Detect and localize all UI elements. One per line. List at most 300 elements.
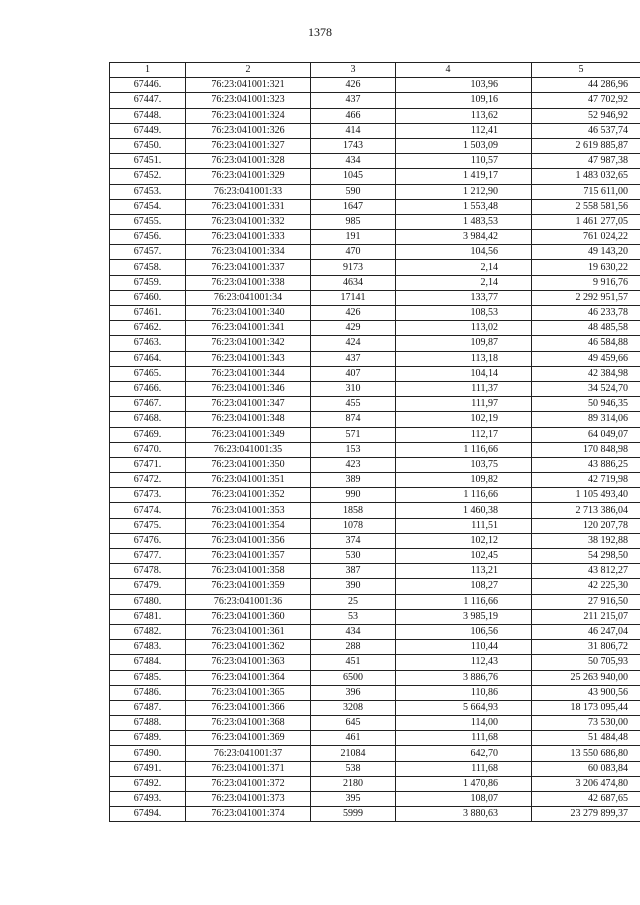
table-row <box>110 624 640 639</box>
table-row <box>110 594 640 609</box>
rate-cell: 109,87 <box>396 336 532 351</box>
table-row <box>110 685 640 700</box>
table-row <box>110 776 640 791</box>
cadastral-number-cell: 76:23:041001:347 <box>186 397 311 412</box>
row-number-cell: 67451. <box>110 154 186 169</box>
row-number-cell: 67461. <box>110 306 186 321</box>
row-number-cell: 67465. <box>110 366 186 381</box>
table-row <box>110 761 640 776</box>
area-cell: 530 <box>311 549 396 564</box>
cadastral-number-cell: 76:23:041001:360 <box>186 609 311 624</box>
rate-cell: 1 470,86 <box>396 776 532 791</box>
row-number-cell: 67482. <box>110 624 186 639</box>
table-row <box>110 640 640 655</box>
table-row <box>110 533 640 548</box>
area-cell: 1045 <box>311 169 396 184</box>
table-row <box>110 381 640 396</box>
value-cell: 43 900,56 <box>532 685 640 700</box>
area-cell: 434 <box>311 154 396 169</box>
row-number-cell: 67477. <box>110 549 186 564</box>
table-row <box>110 154 640 169</box>
row-number-cell: 67473. <box>110 488 186 503</box>
cadastral-number-cell: 76:23:041001:329 <box>186 169 311 184</box>
area-cell: 434 <box>311 624 396 639</box>
area-cell: 1858 <box>311 503 396 518</box>
value-cell: 43 886,25 <box>532 457 640 472</box>
rate-cell: 114,00 <box>396 716 532 731</box>
row-number-cell: 67475. <box>110 518 186 533</box>
table-row <box>110 138 640 153</box>
area-cell: 470 <box>311 245 396 260</box>
cadastral-number-cell: 76:23:041001:371 <box>186 761 311 776</box>
row-number-cell: 67485. <box>110 670 186 685</box>
rate-cell: 109,16 <box>396 93 532 108</box>
area-cell: 571 <box>311 427 396 442</box>
cadastral-number-cell: 76:23:041001:373 <box>186 792 311 807</box>
cadastral-number-cell: 76:23:041001:342 <box>186 336 311 351</box>
row-number-cell: 67447. <box>110 93 186 108</box>
cadastral-number-cell: 76:23:041001:366 <box>186 700 311 715</box>
value-cell: 2 619 885,87 <box>532 138 640 153</box>
area-cell: 1743 <box>311 138 396 153</box>
row-number-cell: 67462. <box>110 321 186 336</box>
cadastral-number-cell: 76:23:041001:361 <box>186 624 311 639</box>
cadastral-number-cell: 76:23:041001:346 <box>186 381 311 396</box>
table-row <box>110 518 640 533</box>
cadastral-number-cell: 76:23:041001:33 <box>186 184 311 199</box>
table-row <box>110 214 640 229</box>
area-cell: 310 <box>311 381 396 396</box>
row-number-cell: 67491. <box>110 761 186 776</box>
rate-cell: 1 419,17 <box>396 169 532 184</box>
rate-cell: 102,45 <box>396 549 532 564</box>
area-cell: 6500 <box>311 670 396 685</box>
table-row <box>110 93 640 108</box>
cadastral-number-cell: 76:23:041001:35 <box>186 442 311 457</box>
area-cell: 2180 <box>311 776 396 791</box>
area-cell: 874 <box>311 412 396 427</box>
rate-cell: 3 880,63 <box>396 807 532 822</box>
table-row <box>110 290 640 305</box>
rate-cell: 1 483,53 <box>396 214 532 229</box>
area-cell: 590 <box>311 184 396 199</box>
value-cell: 9 916,76 <box>532 275 640 290</box>
rate-cell: 112,43 <box>396 655 532 670</box>
cadastral-number-cell: 76:23:041001:326 <box>186 123 311 138</box>
row-number-cell: 67493. <box>110 792 186 807</box>
value-cell: 42 225,30 <box>532 579 640 594</box>
value-cell: 25 263 940,00 <box>532 670 640 685</box>
table-row <box>110 306 640 321</box>
value-cell: 49 143,20 <box>532 245 640 260</box>
cadastral-number-cell: 76:23:041001:337 <box>186 260 311 275</box>
rate-cell: 108,07 <box>396 792 532 807</box>
value-cell: 1 483 032,65 <box>532 169 640 184</box>
cadastral-number-cell: 76:23:041001:354 <box>186 518 311 533</box>
rate-cell: 109,82 <box>396 473 532 488</box>
cadastral-number-cell: 76:23:041001:321 <box>186 78 311 93</box>
value-cell: 18 173 095,44 <box>532 700 640 715</box>
area-cell: 424 <box>311 336 396 351</box>
value-cell: 47 702,92 <box>532 93 640 108</box>
rate-cell: 110,86 <box>396 685 532 700</box>
row-number-cell: 67481. <box>110 609 186 624</box>
value-cell: 43 812,27 <box>532 564 640 579</box>
value-cell: 31 806,72 <box>532 640 640 655</box>
value-cell: 120 207,78 <box>532 518 640 533</box>
cadastral-number-cell: 76:23:041001:369 <box>186 731 311 746</box>
rate-cell: 1 116,66 <box>396 488 532 503</box>
rate-cell: 111,51 <box>396 518 532 533</box>
row-number-cell: 67469. <box>110 427 186 442</box>
value-cell: 170 848,98 <box>532 442 640 457</box>
rate-cell: 1 553,48 <box>396 199 532 214</box>
cadastral-number-cell: 76:23:041001:338 <box>186 275 311 290</box>
cadastral-number-cell: 76:23:041001:364 <box>186 670 311 685</box>
value-cell: 42 687,65 <box>532 792 640 807</box>
table-row <box>110 473 640 488</box>
cadastral-number-cell: 76:23:041001:363 <box>186 655 311 670</box>
cadastral-number-cell: 76:23:041001:328 <box>186 154 311 169</box>
row-number-cell: 67484. <box>110 655 186 670</box>
rate-cell: 1 503,09 <box>396 138 532 153</box>
rate-cell: 111,37 <box>396 381 532 396</box>
area-cell: 153 <box>311 442 396 457</box>
area-cell: 374 <box>311 533 396 548</box>
rate-cell: 113,62 <box>396 108 532 123</box>
row-number-cell: 67472. <box>110 473 186 488</box>
value-cell: 23 279 899,37 <box>532 807 640 822</box>
table-row <box>110 184 640 199</box>
cadastral-number-cell: 76:23:041001:331 <box>186 199 311 214</box>
cadastral-number-cell: 76:23:041001:365 <box>186 685 311 700</box>
area-cell: 407 <box>311 366 396 381</box>
row-number-cell: 67455. <box>110 214 186 229</box>
table-row <box>110 321 640 336</box>
row-number-cell: 67457. <box>110 245 186 260</box>
value-cell: 2 713 386,04 <box>532 503 640 518</box>
row-number-cell: 67471. <box>110 457 186 472</box>
area-cell: 451 <box>311 655 396 670</box>
area-cell: 396 <box>311 685 396 700</box>
area-cell: 455 <box>311 397 396 412</box>
cadastral-number-cell: 76:23:041001:323 <box>186 93 311 108</box>
value-cell: 2 292 951,57 <box>532 290 640 305</box>
cadastral-number-cell: 76:23:041001:341 <box>186 321 311 336</box>
area-cell: 1647 <box>311 199 396 214</box>
table-row <box>110 412 640 427</box>
value-cell: 3 206 474,80 <box>532 776 640 791</box>
table-row <box>110 351 640 366</box>
area-cell: 191 <box>311 230 396 245</box>
value-cell: 50 705,93 <box>532 655 640 670</box>
area-cell: 17141 <box>311 290 396 305</box>
row-number-cell: 67464. <box>110 351 186 366</box>
cadastral-number-cell: 76:23:041001:343 <box>186 351 311 366</box>
table-row <box>110 108 640 123</box>
value-cell: 46 247,04 <box>532 624 640 639</box>
value-cell: 42 384,98 <box>532 366 640 381</box>
rate-cell: 104,14 <box>396 366 532 381</box>
rate-cell: 106,56 <box>396 624 532 639</box>
header-col-5: 5 <box>532 63 640 78</box>
row-number-cell: 67478. <box>110 564 186 579</box>
area-cell: 645 <box>311 716 396 731</box>
value-cell: 64 049,07 <box>532 427 640 442</box>
row-number-cell: 67474. <box>110 503 186 518</box>
table-row <box>110 169 640 184</box>
area-cell: 21084 <box>311 746 396 761</box>
area-cell: 389 <box>311 473 396 488</box>
table-row <box>110 564 640 579</box>
cadastral-number-cell: 76:23:041001:350 <box>186 457 311 472</box>
row-number-cell: 67492. <box>110 776 186 791</box>
table-row <box>110 230 640 245</box>
rate-cell: 102,12 <box>396 533 532 548</box>
rate-cell: 110,44 <box>396 640 532 655</box>
row-number-cell: 67449. <box>110 123 186 138</box>
rate-cell: 111,68 <box>396 731 532 746</box>
table-body <box>110 78 640 822</box>
value-cell: 46 233,78 <box>532 306 640 321</box>
area-cell: 426 <box>311 306 396 321</box>
row-number-cell: 67453. <box>110 184 186 199</box>
value-cell: 2 558 581,56 <box>532 199 640 214</box>
table-row <box>110 199 640 214</box>
rate-cell: 111,68 <box>396 761 532 776</box>
cadastral-number-cell: 76:23:041001:374 <box>186 807 311 822</box>
rate-cell: 5 664,93 <box>396 700 532 715</box>
cadastral-number-cell: 76:23:041001:351 <box>186 473 311 488</box>
row-number-cell: 67463. <box>110 336 186 351</box>
rate-cell: 103,96 <box>396 78 532 93</box>
cadastral-number-cell: 76:23:041001:356 <box>186 533 311 548</box>
cadastral-number-cell: 76:23:041001:359 <box>186 579 311 594</box>
cadastral-number-cell: 76:23:041001:36 <box>186 594 311 609</box>
area-cell: 1078 <box>311 518 396 533</box>
rate-cell: 133,77 <box>396 290 532 305</box>
table-row <box>110 746 640 761</box>
value-cell: 46 584,88 <box>532 336 640 351</box>
row-number-cell: 67494. <box>110 807 186 822</box>
rate-cell: 104,56 <box>396 245 532 260</box>
area-cell: 426 <box>311 78 396 93</box>
row-number-cell: 67488. <box>110 716 186 731</box>
row-number-cell: 67459. <box>110 275 186 290</box>
row-number-cell: 67470. <box>110 442 186 457</box>
table-row <box>110 336 640 351</box>
value-cell: 51 484,48 <box>532 731 640 746</box>
row-number-cell: 67483. <box>110 640 186 655</box>
area-cell: 288 <box>311 640 396 655</box>
table-row <box>110 731 640 746</box>
cadastral-number-cell: 76:23:041001:334 <box>186 245 311 260</box>
rate-cell: 1 460,38 <box>396 503 532 518</box>
cadastral-number-cell: 76:23:041001:324 <box>186 108 311 123</box>
area-cell: 538 <box>311 761 396 776</box>
value-cell: 761 024,22 <box>532 230 640 245</box>
rate-cell: 102,19 <box>396 412 532 427</box>
cadastral-number-cell: 76:23:041001:332 <box>186 214 311 229</box>
data-table <box>109 62 640 822</box>
row-number-cell: 67487. <box>110 700 186 715</box>
cadastral-number-cell: 76:23:041001:352 <box>186 488 311 503</box>
rate-cell: 3 886,76 <box>396 670 532 685</box>
header-col-3: 3 <box>311 63 396 78</box>
area-cell: 985 <box>311 214 396 229</box>
value-cell: 34 524,70 <box>532 381 640 396</box>
rate-cell: 1 116,66 <box>396 442 532 457</box>
rate-cell: 108,27 <box>396 579 532 594</box>
table-row <box>110 792 640 807</box>
rate-cell: 113,18 <box>396 351 532 366</box>
table-row <box>110 427 640 442</box>
table-row <box>110 245 640 260</box>
row-number-cell: 67448. <box>110 108 186 123</box>
area-cell: 53 <box>311 609 396 624</box>
table-row <box>110 260 640 275</box>
rate-cell: 103,75 <box>396 457 532 472</box>
row-number-cell: 67490. <box>110 746 186 761</box>
row-number-cell: 67460. <box>110 290 186 305</box>
area-cell: 429 <box>311 321 396 336</box>
table-row <box>110 807 640 822</box>
area-cell: 414 <box>311 123 396 138</box>
value-cell: 50 946,35 <box>532 397 640 412</box>
rate-cell: 112,41 <box>396 123 532 138</box>
value-cell: 1 461 277,05 <box>532 214 640 229</box>
cadastral-number-cell: 76:23:041001:372 <box>186 776 311 791</box>
table-row <box>110 488 640 503</box>
value-cell: 73 530,00 <box>532 716 640 731</box>
row-number-cell: 67489. <box>110 731 186 746</box>
value-cell: 52 946,92 <box>532 108 640 123</box>
value-cell: 19 630,22 <box>532 260 640 275</box>
cadastral-number-cell: 76:23:041001:340 <box>186 306 311 321</box>
table-row <box>110 655 640 670</box>
cadastral-number-cell: 76:23:041001:358 <box>186 564 311 579</box>
cadastral-number-cell: 76:23:041001:362 <box>186 640 311 655</box>
value-cell: 60 083,84 <box>532 761 640 776</box>
table-row <box>110 78 640 93</box>
cadastral-number-cell: 76:23:041001:344 <box>186 366 311 381</box>
table-header <box>110 63 640 78</box>
cadastral-number-cell: 76:23:041001:368 <box>186 716 311 731</box>
row-number-cell: 67476. <box>110 533 186 548</box>
value-cell: 13 550 686,80 <box>532 746 640 761</box>
area-cell: 390 <box>311 579 396 594</box>
cadastral-number-cell: 76:23:041001:34 <box>186 290 311 305</box>
row-number-cell: 67454. <box>110 199 186 214</box>
table-row <box>110 503 640 518</box>
cadastral-number-cell: 76:23:041001:37 <box>186 746 311 761</box>
table-row <box>110 457 640 472</box>
value-cell: 715 611,00 <box>532 184 640 199</box>
row-number-cell: 67452. <box>110 169 186 184</box>
rate-cell: 113,02 <box>396 321 532 336</box>
cadastral-number-cell: 76:23:041001:353 <box>186 503 311 518</box>
value-cell: 49 459,66 <box>532 351 640 366</box>
cadastral-number-cell: 76:23:041001:349 <box>186 427 311 442</box>
cadastral-number-cell: 76:23:041001:357 <box>186 549 311 564</box>
table-row <box>110 366 640 381</box>
rate-cell: 642,70 <box>396 746 532 761</box>
table-row <box>110 700 640 715</box>
rate-cell: 108,53 <box>396 306 532 321</box>
value-cell: 211 215,07 <box>532 609 640 624</box>
row-number-cell: 67456. <box>110 230 186 245</box>
row-number-cell: 67450. <box>110 138 186 153</box>
table-row <box>110 397 640 412</box>
value-cell: 47 987,38 <box>532 154 640 169</box>
area-cell: 5999 <box>311 807 396 822</box>
area-cell: 990 <box>311 488 396 503</box>
area-cell: 423 <box>311 457 396 472</box>
cadastral-number-cell: 76:23:041001:348 <box>186 412 311 427</box>
table-row <box>110 275 640 290</box>
area-cell: 4634 <box>311 275 396 290</box>
value-cell: 27 916,50 <box>532 594 640 609</box>
rate-cell: 1 116,66 <box>396 594 532 609</box>
table-row <box>110 579 640 594</box>
value-cell: 54 298,50 <box>532 549 640 564</box>
area-cell: 461 <box>311 731 396 746</box>
cadastral-number-cell: 76:23:041001:333 <box>186 230 311 245</box>
value-cell: 1 105 493,40 <box>532 488 640 503</box>
row-number-cell: 67467. <box>110 397 186 412</box>
value-cell: 38 192,88 <box>532 533 640 548</box>
value-cell: 42 719,98 <box>532 473 640 488</box>
row-number-cell: 67458. <box>110 260 186 275</box>
table-row <box>110 442 640 457</box>
rate-cell: 112,17 <box>396 427 532 442</box>
row-number-cell: 67446. <box>110 78 186 93</box>
table-row <box>110 670 640 685</box>
value-cell: 44 286,96 <box>532 78 640 93</box>
cadastral-number-cell: 76:23:041001:327 <box>186 138 311 153</box>
table-row <box>110 123 640 138</box>
rate-cell: 111,97 <box>396 397 532 412</box>
area-cell: 3208 <box>311 700 396 715</box>
rate-cell: 3 985,19 <box>396 609 532 624</box>
table-row <box>110 609 640 624</box>
area-cell: 387 <box>311 564 396 579</box>
row-number-cell: 67480. <box>110 594 186 609</box>
header-col-1: 1 <box>110 63 186 78</box>
value-cell: 48 485,58 <box>532 321 640 336</box>
row-number-cell: 67466. <box>110 381 186 396</box>
header-col-2: 2 <box>186 63 311 78</box>
area-cell: 395 <box>311 792 396 807</box>
header-row <box>110 63 640 78</box>
rate-cell: 2,14 <box>396 275 532 290</box>
rate-cell: 2,14 <box>396 260 532 275</box>
table-row <box>110 549 640 564</box>
area-cell: 9173 <box>311 260 396 275</box>
rate-cell: 3 984,42 <box>396 230 532 245</box>
rate-cell: 1 212,90 <box>396 184 532 199</box>
area-cell: 437 <box>311 351 396 366</box>
value-cell: 89 314,06 <box>532 412 640 427</box>
area-cell: 466 <box>311 108 396 123</box>
area-cell: 437 <box>311 93 396 108</box>
header-col-4: 4 <box>396 63 532 78</box>
page-number: 1378 <box>308 25 332 39</box>
row-number-cell: 67468. <box>110 412 186 427</box>
area-cell: 25 <box>311 594 396 609</box>
row-number-cell: 67479. <box>110 579 186 594</box>
rate-cell: 110,57 <box>396 154 532 169</box>
